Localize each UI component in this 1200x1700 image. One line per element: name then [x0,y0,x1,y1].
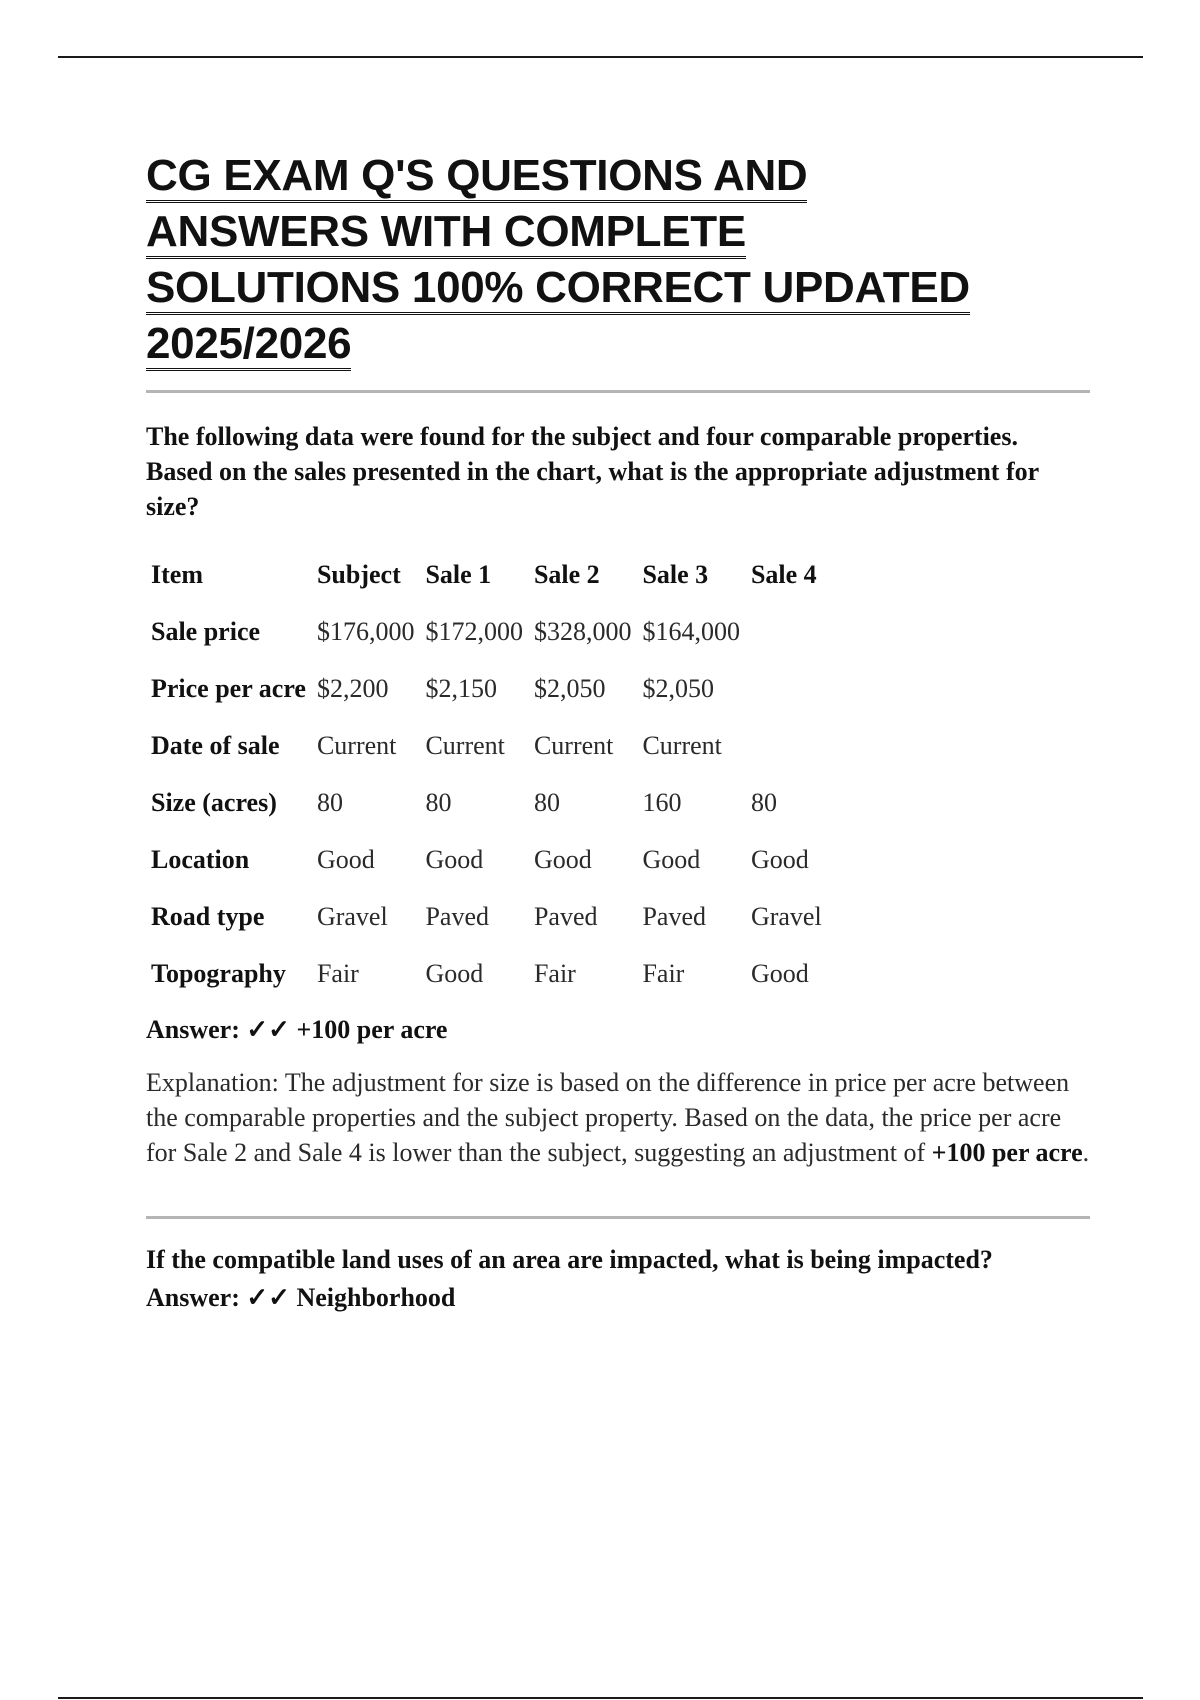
row-label: Size (acres) [151,787,277,817]
explanation-emphasis: +100 per acre [931,1138,1083,1167]
table-row [146,945,828,1002]
cell-sale-2: Fair [533,958,576,988]
cell-subject: $176,000 [316,616,415,646]
table-row [146,888,828,945]
answer-2: Answer: ✓✓ Neighborhood [146,1283,456,1312]
bottom-rule [58,1697,1143,1699]
cell-subject: Fair [316,958,359,988]
document-title [146,148,1090,372]
header-item: Item [151,559,203,589]
question-2-block [146,1241,1090,1317]
cell-sale-2: $328,000 [533,616,632,646]
title-line: SOLUTIONS 100% CORRECT UPDATED [146,263,970,315]
row-label: Topography [151,958,286,988]
header-sale-3: Sale 3 [642,559,709,589]
cell-sale-2: 80 [533,787,560,817]
cell-sale-2: $2,050 [533,673,606,703]
row-label: Location [151,844,250,874]
row-label: Price per acre [151,673,306,703]
explanation-end: . [1082,1138,1090,1167]
cell-sale-4 [746,717,828,774]
cell-sale-2: Good [533,844,592,874]
row-label: Road type [151,901,265,931]
header-subject: Subject [316,559,401,589]
cell-sale-1: $172,000 [425,616,523,646]
cell-sale-4 [746,660,828,717]
header-sale-4: Sale 4 [750,559,817,589]
table-row [146,660,828,717]
cell-subject: Current [316,730,397,760]
cell-subject: Gravel [316,901,388,931]
top-rule [58,56,1143,58]
cell-sale-4: Good [750,844,809,874]
cell-sale-3: $164,000 [642,616,740,646]
cell-sale-1: $2,150 [425,673,497,703]
table-row [146,831,828,888]
table-row [146,603,828,660]
cell-sale-3: Paved [642,901,706,931]
header-sale-1: Sale 1 [425,559,492,589]
table-row [146,774,828,831]
cell-sale-1: Paved [425,901,489,931]
cell-subject: Good [316,844,375,874]
cell-sale-3: Good [642,844,701,874]
cell-sale-3: Fair [642,958,685,988]
comparables-table [146,546,828,1002]
explanation-text: Explanation: The adjustment for size is based on the difference in price per acre between the comparable properties and the subject property. Based on the data, the price per acre for Sale 2 and Sale 4 is lower than the subject, suggesting an adjustment of [146,1068,1070,1167]
cell-subject: $2,200 [316,673,389,703]
cell-sale-3: 160 [642,787,682,817]
cell-sale-3: Current [642,730,722,760]
row-label: Sale price [151,616,261,646]
header-sale-2: Sale 2 [533,559,600,589]
table-row [146,717,828,774]
section-divider [146,390,1090,393]
cell-sale-4: 80 [750,787,777,817]
cell-sale-2: Current [533,730,614,760]
answer-1: Answer: ✓✓ +100 per acre [146,1015,448,1044]
cell-sale-1: Current [425,730,505,760]
document-content [146,148,1090,1317]
cell-sale-1: 80 [425,787,452,817]
section-divider [146,1216,1090,1219]
question-2: If the compatible land uses of an area are impacted, what is being impacted? [146,1245,993,1274]
cell-sale-1: Good [425,844,484,874]
cell-sale-3: $2,050 [642,673,714,703]
table-header-row [146,546,828,603]
title-line: CG EXAM Q'S QUESTIONS AND [146,151,807,203]
cell-sale-2: Paved [533,901,598,931]
title-line: ANSWERS WITH COMPLETE [146,207,746,259]
cell-sale-4 [746,603,828,660]
row-label: Date of sale [151,730,280,760]
explanation-1 [146,1065,1090,1170]
cell-sale-4: Gravel [750,901,822,931]
title-line: 2025/2026 [146,319,351,371]
question-1: The following data were found for the subject and four comparable properties. Based on the sales presented in the chart, what is the appropriate adjustment for size? [146,422,1039,521]
cell-sale-4: Good [750,958,809,988]
cell-sale-1: Good [425,958,484,988]
cell-subject: 80 [316,787,343,817]
